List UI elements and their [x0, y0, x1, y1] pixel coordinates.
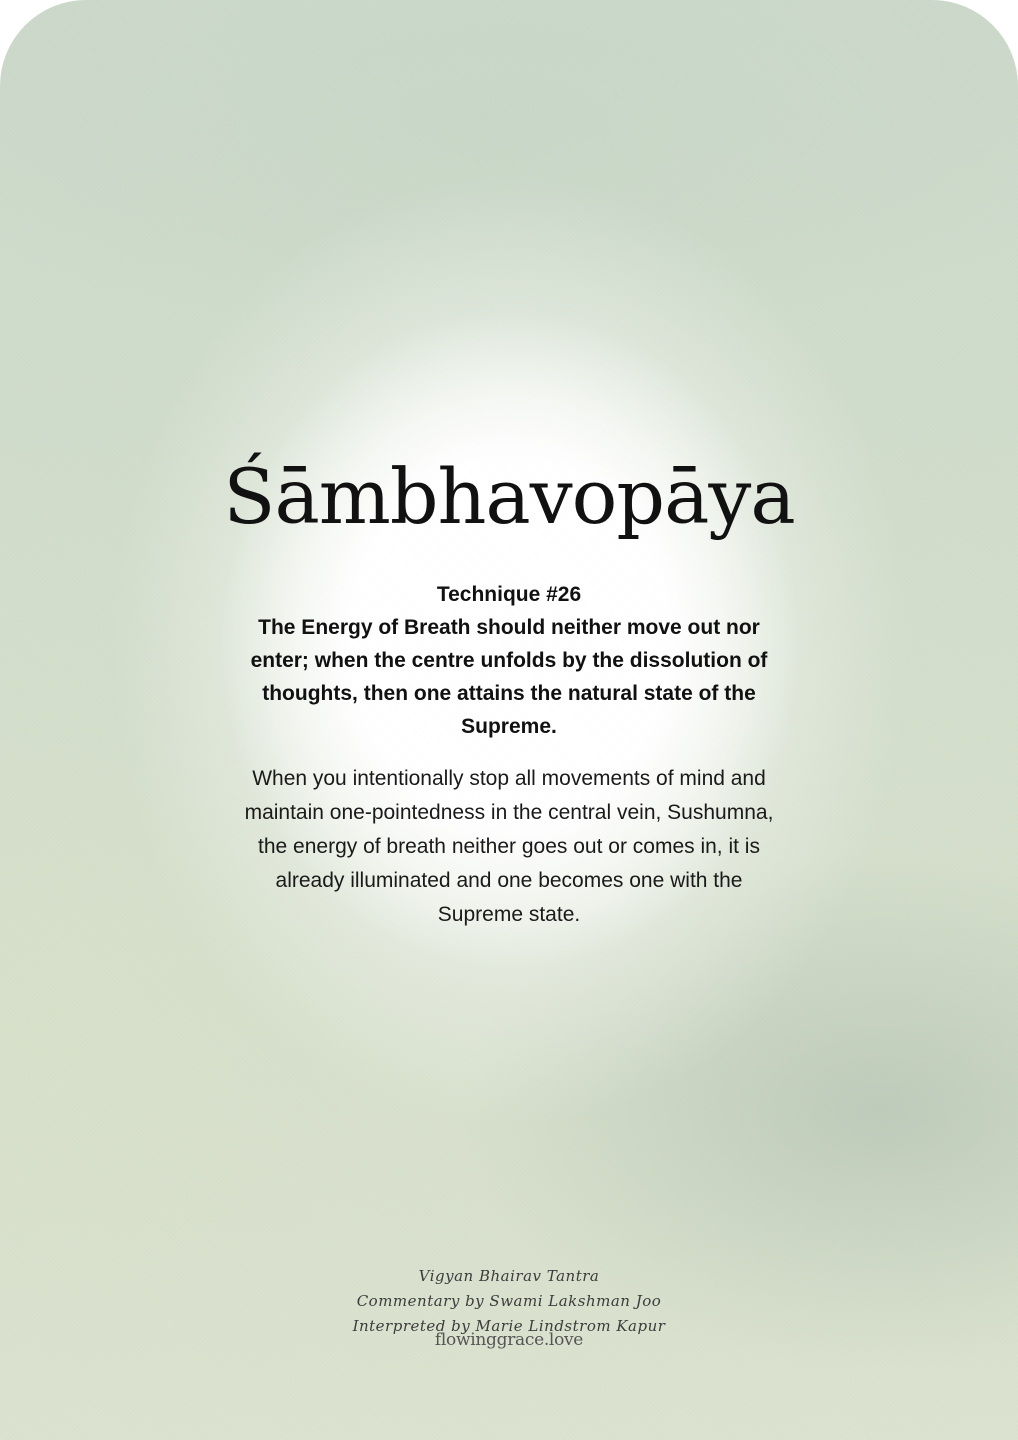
credit-commentary: Commentary by Swami Lakshman Joo	[356, 1292, 662, 1310]
commentary-text: When you intentionally stop all movements of mind and maintain one-pointedness in the central vein, Sushumna, the energy of breath neither goes out or comes in, it is already illuminated and one becomes one with the Supreme state.	[244, 767, 774, 926]
sutra-text: The Energy of Breath should neither move out nor enter; when the centre unfolds by the dissolution of thoughts, then one attains the natural state of the Supreme.	[250, 616, 768, 738]
credit-source: Vigyan Bhairav Tantra	[418, 1267, 600, 1285]
technique-number: Technique #26	[436, 583, 582, 606]
credits-block	[0, 1264, 1018, 1339]
website-link[interactable]: flowinggrace.love	[434, 1330, 584, 1350]
card-title: Śāmbhavopāya	[223, 452, 795, 541]
credit-interpreter: Interpreted by Marie Lindstrom Kapur	[352, 1317, 666, 1335]
